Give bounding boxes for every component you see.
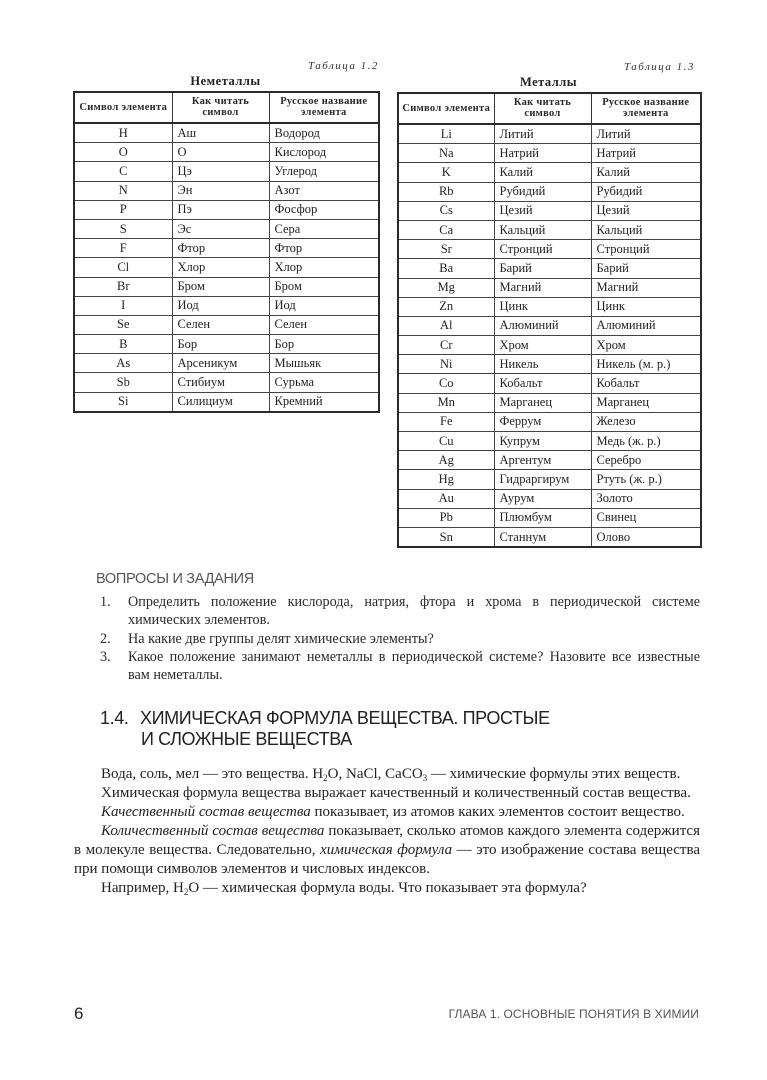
table-header-row — [74, 92, 379, 123]
cell-russian-name: Кислород — [269, 143, 379, 162]
cell-russian-name: Золото — [591, 489, 701, 508]
section-number: 1.4. — [100, 708, 129, 728]
cell-russian-name: Литий — [591, 124, 701, 144]
paragraph — [74, 803, 700, 822]
cell-reading: Купрум — [494, 432, 591, 451]
table-row — [398, 124, 701, 144]
cell-reading: Кобальт — [494, 374, 591, 393]
questions-list — [96, 593, 700, 684]
cell-reading: Стибиум — [172, 373, 269, 392]
cell-symbol: O — [74, 143, 172, 162]
question-item — [96, 648, 700, 685]
cell-reading: Бор — [172, 335, 269, 354]
header-reading: Как читать символ — [172, 92, 269, 123]
cell-russian-name: Медь (ж. р.) — [591, 432, 701, 451]
cell-reading: Барий — [494, 259, 591, 278]
cell-symbol: Mn — [398, 393, 494, 412]
cell-russian-name: Сурьма — [269, 373, 379, 392]
cell-reading: Рубидий — [494, 182, 591, 201]
cell-reading: Никель — [494, 355, 591, 374]
cell-reading: Арсеникум — [172, 354, 269, 373]
cell-reading: Фтор — [172, 239, 269, 258]
table-row — [398, 163, 701, 182]
table-row — [74, 200, 379, 219]
cell-symbol: Co — [398, 374, 494, 393]
italic-term: Качественный состав вещества — [101, 804, 311, 820]
table-row — [398, 297, 701, 316]
cell-reading: Пэ — [172, 200, 269, 219]
cell-symbol: Fe — [398, 412, 494, 431]
cell-russian-name: Кальций — [591, 220, 701, 239]
cell-reading: Алюминий — [494, 316, 591, 335]
cell-symbol: Se — [74, 315, 172, 334]
paragraph — [74, 765, 700, 784]
table-row — [398, 393, 701, 412]
cell-russian-name: Олово — [591, 527, 701, 547]
cell-symbol: Cu — [398, 432, 494, 451]
cell-reading: Цинк — [494, 297, 591, 316]
cell-russian-name: Натрий — [591, 144, 701, 163]
cell-symbol: B — [74, 335, 172, 354]
table-row — [74, 143, 379, 162]
cell-reading: Цэ — [172, 162, 269, 181]
text-run: O, NaCl, CaCO — [327, 766, 423, 782]
metals-table — [397, 92, 702, 548]
question-number: 3. — [100, 648, 111, 665]
cell-reading: Плюмбум — [494, 508, 591, 527]
cell-russian-name: Ртуть (ж. р.) — [591, 470, 701, 489]
cell-reading: Литий — [494, 124, 591, 144]
cell-symbol: P — [74, 200, 172, 219]
italic-term: Количественный состав вещества — [101, 823, 325, 839]
cell-symbol: Al — [398, 316, 494, 335]
cell-reading: Аш — [172, 123, 269, 143]
table-row — [74, 277, 379, 296]
cell-symbol: Cs — [398, 201, 494, 220]
table-row — [74, 239, 379, 258]
cell-symbol: Rb — [398, 182, 494, 201]
header-symbol: Символ элемента — [74, 92, 172, 123]
cell-reading: Хром — [494, 336, 591, 355]
table-header-row — [398, 93, 701, 124]
table-row — [398, 527, 701, 547]
cell-russian-name: Цинк — [591, 297, 701, 316]
cell-russian-name: Железо — [591, 412, 701, 431]
table-row — [398, 355, 701, 374]
cell-reading: Магний — [494, 278, 591, 297]
table-title-metals: Металлы — [519, 75, 578, 89]
text-run: Вода, соль, мел — это вещества. H — [101, 766, 324, 782]
cell-russian-name: Сера — [269, 219, 379, 238]
table-row — [398, 374, 701, 393]
cell-russian-name: Азот — [269, 181, 379, 200]
cell-symbol: Pb — [398, 508, 494, 527]
cell-symbol: As — [74, 354, 172, 373]
table-row — [398, 336, 701, 355]
cell-symbol: Cr — [398, 336, 494, 355]
table-row — [398, 240, 701, 259]
cell-reading: Эн — [172, 181, 269, 200]
questions-heading: ВОПРОСЫ И ЗАДАНИЯ — [96, 571, 254, 587]
cell-russian-name: Бор — [269, 335, 379, 354]
subscript: 2 — [183, 887, 189, 897]
cell-symbol: Si — [74, 392, 172, 412]
cell-symbol: Br — [74, 277, 172, 296]
cell-reading: Эс — [172, 219, 269, 238]
cell-symbol: Cl — [74, 258, 172, 277]
cell-reading: Марганец — [494, 393, 591, 412]
table-row — [398, 316, 701, 335]
cell-russian-name: Кремний — [269, 392, 379, 412]
cell-reading: Аурум — [494, 489, 591, 508]
text-run: показывает, сколько атомов каждого элемента содержится в молекуле вещества. Следовательно, — [74, 823, 700, 858]
text-run: O — химическая формула воды. Что показывает эта формула? — [188, 880, 587, 896]
cell-russian-name: Фосфор — [269, 200, 379, 219]
table-row — [74, 315, 379, 334]
table-row — [398, 451, 701, 470]
table-row — [74, 123, 379, 143]
cell-symbol: Ca — [398, 220, 494, 239]
cell-symbol: C — [74, 162, 172, 181]
cell-reading: Селен — [172, 315, 269, 334]
table-row — [74, 258, 379, 277]
table-row — [398, 508, 701, 527]
cell-reading: Аргентум — [494, 451, 591, 470]
section-title-line1: ХИМИЧЕСКАЯ ФОРМУЛА ВЕЩЕСТВА. ПРОСТЫЕ — [140, 708, 550, 728]
running-footer-chapter: ГЛАВА 1. ОСНОВНЫЕ ПОНЯТИЯ В ХИМИИ — [448, 1007, 699, 1021]
paragraph — [74, 822, 700, 879]
cell-russian-name: Кобальт — [591, 374, 701, 393]
paragraph — [74, 879, 700, 898]
table-row — [398, 432, 701, 451]
cell-russian-name: Марганец — [591, 393, 701, 412]
cell-symbol: Ba — [398, 259, 494, 278]
cell-reading: Станнум — [494, 527, 591, 547]
table-row — [74, 181, 379, 200]
question-number: 1. — [100, 594, 111, 610]
cell-symbol: Zn — [398, 297, 494, 316]
cell-symbol: Ni — [398, 355, 494, 374]
cell-symbol: Hg — [398, 470, 494, 489]
cell-symbol: Mg — [398, 278, 494, 297]
table-row — [74, 373, 379, 392]
cell-russian-name: Магний — [591, 278, 701, 297]
cell-symbol: Sn — [398, 527, 494, 547]
cell-reading: Иод — [172, 296, 269, 315]
cell-reading: О — [172, 143, 269, 162]
table-row — [398, 182, 701, 201]
section-title — [100, 708, 550, 750]
table-row — [74, 219, 379, 238]
question-text: Определить положение кислорода, натрия, фтора и хрома в периодической системе химических элементов. — [128, 594, 700, 629]
table-caption-metals: Таблица 1.3 — [624, 61, 695, 73]
table-row — [74, 335, 379, 354]
section-title-line2: И СЛОЖНЫЕ ВЕЩЕСТВА — [141, 729, 352, 749]
table-title-nonmetals: Неметаллы — [190, 74, 261, 88]
header-russian-name: Русское название элемента — [269, 92, 379, 123]
cell-symbol: N — [74, 181, 172, 200]
text-run: показывает, из атомов каких элементов состоит вещество. — [310, 804, 685, 820]
cell-symbol: S — [74, 219, 172, 238]
cell-symbol: Sr — [398, 240, 494, 259]
text-run: — это изображение состава вещества при помощи символов элементов и числовых индексов. — [74, 842, 700, 877]
cell-symbol: Sb — [74, 373, 172, 392]
text-run: — химические формулы этих веществ. — [427, 766, 681, 782]
cell-russian-name: Алюминий — [591, 316, 701, 335]
cell-russian-name: Углерод — [269, 162, 379, 181]
table-row — [74, 354, 379, 373]
cell-symbol: Au — [398, 489, 494, 508]
cell-russian-name: Рубидий — [591, 182, 701, 201]
cell-symbol: H — [74, 123, 172, 143]
cell-reading: Феррум — [494, 412, 591, 431]
table-row — [398, 412, 701, 431]
cell-reading: Калий — [494, 163, 591, 182]
question-item — [96, 593, 700, 630]
text-run: Например, H — [101, 880, 184, 896]
question-number: 2. — [100, 630, 111, 647]
cell-reading: Силициум — [172, 392, 269, 412]
cell-symbol: F — [74, 239, 172, 258]
table-row — [398, 220, 701, 239]
cell-reading: Бром — [172, 277, 269, 296]
cell-reading: Стронций — [494, 240, 591, 259]
cell-russian-name: Калий — [591, 163, 701, 182]
table-row — [398, 259, 701, 278]
table-row — [398, 278, 701, 297]
table-row — [398, 489, 701, 508]
table-row — [74, 162, 379, 181]
table-row — [398, 201, 701, 220]
cell-russian-name: Фтор — [269, 239, 379, 258]
cell-symbol: Li — [398, 124, 494, 144]
table-row — [74, 296, 379, 315]
question-item — [96, 630, 700, 648]
cell-symbol: Ag — [398, 451, 494, 470]
question-text: Какое положение занимают неметаллы в периодической системе? Назовите все известные вам неметаллы. — [128, 648, 700, 684]
cell-russian-name: Селен — [269, 315, 379, 334]
cell-symbol: K — [398, 163, 494, 182]
cell-russian-name: Стронций — [591, 240, 701, 259]
cell-russian-name: Бром — [269, 277, 379, 296]
cell-reading: Хлор — [172, 258, 269, 277]
cell-russian-name: Иод — [269, 296, 379, 315]
table-row — [398, 470, 701, 489]
cell-russian-name: Никель (м. р.) — [591, 355, 701, 374]
cell-russian-name: Мышьяк — [269, 354, 379, 373]
subscript: 3 — [422, 773, 428, 783]
header-symbol: Символ элемента — [398, 93, 494, 124]
cell-reading: Цезий — [494, 201, 591, 220]
subscript: 2 — [323, 773, 328, 783]
cell-russian-name: Барий — [591, 259, 701, 278]
header-russian-name: Русское название элемента — [591, 93, 701, 124]
cell-symbol: I — [74, 296, 172, 315]
cell-russian-name: Свинец — [591, 508, 701, 527]
cell-symbol: Na — [398, 144, 494, 163]
cell-reading: Натрий — [494, 144, 591, 163]
body-text — [74, 765, 700, 898]
table-caption-nonmetals: Таблица 1.2 — [308, 60, 379, 72]
cell-russian-name: Хлор — [269, 258, 379, 277]
cell-russian-name: Хром — [591, 336, 701, 355]
italic-term: химическая формула — [320, 842, 453, 858]
table-row — [398, 144, 701, 163]
cell-reading: Кальций — [494, 220, 591, 239]
cell-russian-name: Серебро — [591, 451, 701, 470]
cell-russian-name: Водород — [269, 123, 379, 143]
cell-reading: Гидраргирум — [494, 470, 591, 489]
header-reading: Как читать символ — [494, 93, 591, 124]
question-text: На какие две группы делят химические элементы? — [128, 630, 434, 647]
cell-russian-name: Цезий — [591, 201, 701, 220]
table-row — [74, 392, 379, 412]
nonmetals-table — [73, 91, 380, 413]
paragraph: Химическая формула вещества выражает качественный и количественный состав вещества. — [101, 785, 691, 801]
page-number: 6 — [74, 1004, 84, 1023]
